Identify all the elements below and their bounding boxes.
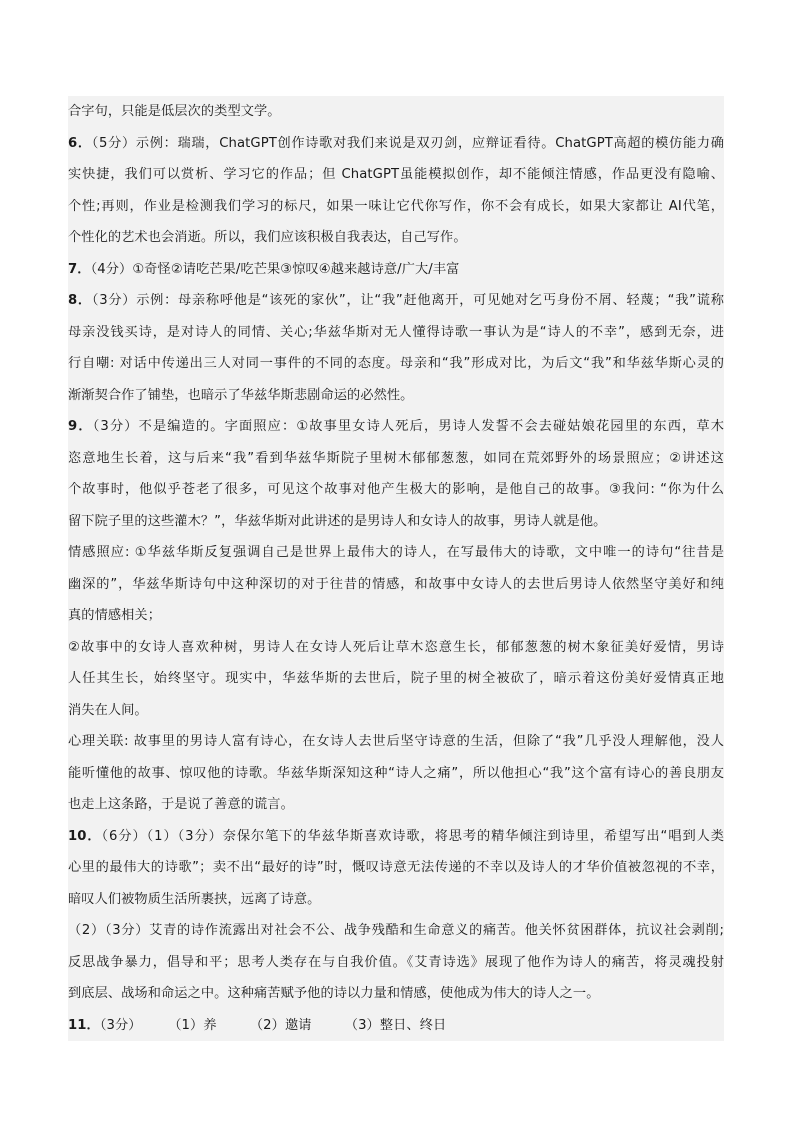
- line-text: 实快捷，我们可以赏析、学习它的作品；但 ChatGPT虽能模拟创作，却不能倾注情感，作品更没有隐喻、: [68, 167, 724, 182]
- text-line: [68, 159, 724, 191]
- text-line: [68, 317, 724, 349]
- line-text: 消失在人间。: [68, 702, 148, 718]
- line-text: （2）（3分）艾青的诗作流露出对社会不公、战争残酷和生命意义的痛苦。他关怀贫困群体，抗议社会剥削;: [68, 923, 724, 938]
- question-number: 10．: [68, 828, 102, 844]
- text-line: [68, 915, 724, 947]
- line-text: 幽深的”，华兹华斯诗句中这种深切的对于往昔的情感，和故事中女诗人的去世后男诗人依然坚守美好和纯: [68, 576, 724, 592]
- text-line: [68, 474, 724, 506]
- line-text: 真的情感相关；: [68, 608, 162, 623]
- text-line: [68, 726, 724, 758]
- text-line: [68, 947, 724, 979]
- line-text: （5分）示例：瑞瑞，ChatGPT创作诗歌对我们来说是双刃剑，应辩证看待。ChatGPT高超的模仿能力确: [91, 135, 724, 151]
- question-number: 7．: [68, 261, 91, 277]
- line-text: 反思战争暴力，倡导和平；思考人类存在与自我价值。《艾青诗选》展现了他作为诗人的痛苦，将灵魂投射: [68, 954, 724, 970]
- text-line: [68, 222, 724, 254]
- question-number: 11．: [68, 1017, 100, 1033]
- line-text: （3分） （1）养 （2）邀请 （3）整日、终日: [99, 1017, 447, 1033]
- text-line: [68, 128, 724, 160]
- line-text: 合字句，只能是低层次的类型文学。: [68, 104, 281, 119]
- line-text: 心里的最伟大的诗歌”；卖不出“最好的诗”时，慨叹诗意无法传递的不幸以及诗人的才华价值被忽视的不幸，: [68, 860, 724, 875]
- text-line: [68, 852, 724, 884]
- text-line: [68, 537, 724, 569]
- text-line: [68, 632, 724, 664]
- question-number: 9．: [68, 419, 93, 434]
- line-text: 母亲没钱买诗，是对诗人的同情、关心;华兹华斯对无人懂得诗歌一事认为是“诗人的不幸”，感到无奈，进: [68, 324, 724, 340]
- text-line: [68, 758, 724, 790]
- text-line: [68, 506, 724, 538]
- line-text: 渐渐契合作了铺垫，也暗示了华兹华斯悲剧命运的必然性。: [68, 387, 414, 403]
- line-text: 心理关联: 故事里的男诗人富有诗心，在女诗人去世后坚守诗意的生活，但除了“我”几乎没人理解他，没人: [68, 734, 724, 749]
- line-text: 也走上这条路，于是说了善意的谎言。: [68, 797, 294, 812]
- line-text: 个性化的艺术也会消逝。所以，我们应该积极自我表达，自己写作。: [68, 230, 467, 245]
- question-number: 6．: [68, 135, 92, 151]
- line-text: 到底层、战场和命运之中。这种痛苦赋予他的诗以力量和情感，使他成为伟大的诗人之一。: [68, 986, 600, 1001]
- text-line: [68, 695, 724, 727]
- text-line: [68, 884, 724, 916]
- text-line: [68, 821, 724, 853]
- text-line: [68, 789, 724, 821]
- question-number: 8．: [68, 293, 92, 308]
- line-text: 个故事时，他似乎苍老了很多，可见这个故事对他产生极大的影响，是他自己的故事。③我问: “你为什么: [68, 482, 724, 497]
- text-line: [68, 663, 724, 695]
- text-line: [68, 380, 724, 412]
- line-text: 情感照应: ①华兹华斯反复强调自己是世界上最伟大的诗人，在写最伟大的诗歌，文中唯一的诗句“往昔是: [68, 545, 724, 560]
- text-line: [68, 285, 724, 317]
- text-line: [68, 600, 724, 632]
- text-line: [68, 254, 724, 286]
- line-text: 个性;再则，作业是检测我们学习的标尺，如果一味让它代你写作，你不会有成长，如果大家都让 AI代笔，: [68, 198, 724, 214]
- line-text: 能听懂他的故事、惊叹他的诗歌。华兹华斯深知这种“诗人之痛”，所以他担心“我”这个富有诗心的善良朋友: [68, 765, 724, 781]
- line-text: （3分）示例：母亲称呼他是“该死的家伙”，让“我”赶他离开，可见她对乞丐身份不屑、轻蔑；“我”谎称: [91, 293, 724, 308]
- text-line: [68, 96, 724, 128]
- line-text: 恣意地生长着，这与后来“我”看到华兹华斯院子里树木郁郁葱葱，如同在荒郊野外的场景照应；②讲述这: [68, 450, 724, 466]
- line-text: ②故事中的女诗人喜欢种树，男诗人在女诗人死后让草木恣意生长，郁郁葱葱的树木象征美好爱情，男诗: [68, 639, 724, 655]
- line-text: （3分）不是编造的。字面照应：①故事里女诗人死后，男诗人发誓不会去碰姑娘花园里的东西，草木: [92, 419, 724, 434]
- text-line: [68, 191, 724, 223]
- line-text: 暗叹人们被物质生活所裹挟，远离了诗意。: [68, 891, 321, 907]
- text-line: [68, 411, 724, 443]
- line-text: 行自嘲: 对话中传递出三人对同一事件的不同的态度。母亲和“我”形成对比，为后文“我”和华兹华斯心灵的: [68, 356, 724, 371]
- text-line: [68, 443, 724, 475]
- text-line: [68, 1010, 724, 1042]
- text-line: [68, 978, 724, 1010]
- text-line: [68, 348, 724, 380]
- text-line: [68, 569, 724, 601]
- line-text: （6分）（1）（3分）奈保尔笔下的华兹华斯喜欢诗歌，将思考的精华倾注到诗里，希望写出“唱到人类: [101, 828, 724, 844]
- line-text: 人任其生长，始终坚守。现实中，华兹华斯的去世后，院子里的树全被砍了，暗示着这份美好爱情真正地: [68, 671, 724, 686]
- line-text: 留下院子里的这些灌木？”，华兹华斯对此讲述的是男诗人和女诗人的故事，男诗人就是他。: [68, 513, 607, 529]
- answer-text-block: [68, 96, 724, 1041]
- line-text: （4分）①奇怪②请吃芒果/吃芒果③惊叹④越来越诗意/广大/丰富: [90, 261, 460, 277]
